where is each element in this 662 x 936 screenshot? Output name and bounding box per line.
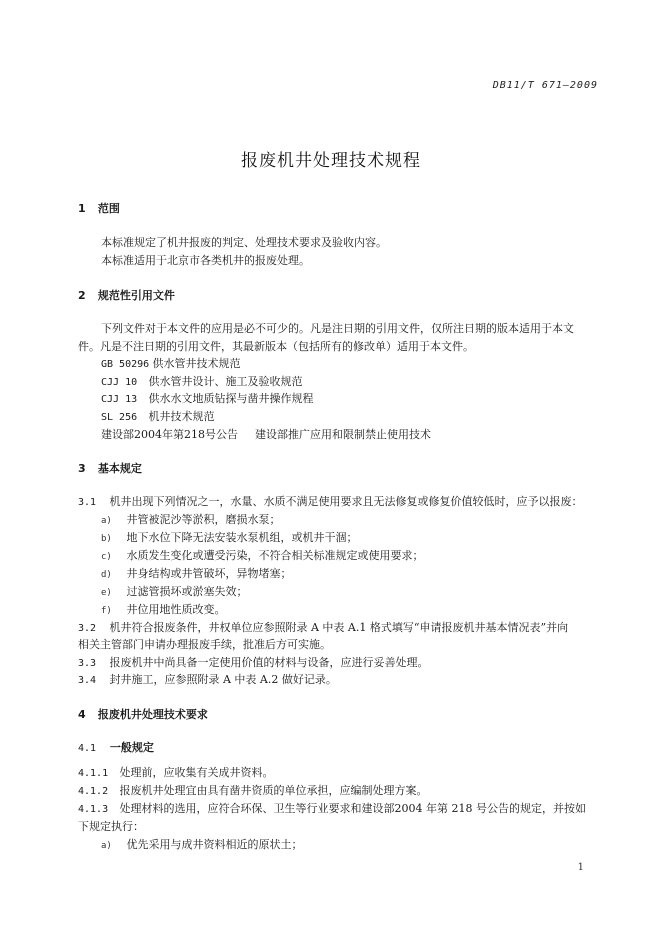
paragraph: 本标准规定了机井报废的判定、处理技术要求及验收内容。 [101, 236, 387, 249]
reference-code: 建设部2004年第218号公告 [101, 428, 238, 441]
reference-item [101, 357, 602, 372]
clause-4-1-1 [78, 766, 602, 781]
list-text: 井身结构或井管破坏，异物堵塞； [126, 567, 292, 580]
list-item [101, 513, 602, 528]
list-label: f) [101, 606, 112, 616]
list-label: a) [101, 516, 112, 526]
reference-name: 供水管井设计、施工及验收规范 [148, 375, 303, 388]
section-number: 4 [78, 708, 86, 721]
list-label: d) [101, 570, 112, 580]
reference-item [101, 375, 602, 390]
clause-text: 机井出现下列情况之一，水量、水质不满足使用要求且无法修复或修复价值较低时，应予以报废： [109, 495, 583, 508]
section-1-heading [78, 202, 602, 216]
list-text: 过滤管损坏或淤塞失效； [126, 585, 248, 598]
clause-4-1-3-continued: 下规定执行： [78, 820, 144, 833]
clause-3-3 [78, 656, 602, 671]
section-2-heading [78, 289, 602, 303]
list-item [101, 549, 602, 564]
clause-text: 处理前，应收集有关成井资料。 [119, 766, 274, 779]
list-label: a) [101, 841, 112, 851]
clause-text: 报废机井处理宜由具有凿井资质的单位承担，应编制处理方案。 [119, 784, 428, 797]
list-item [101, 585, 602, 600]
clause-number: 4.1.2 [78, 786, 109, 797]
reference-code: CJJ 13 [101, 394, 138, 405]
list-item [101, 838, 602, 853]
list-item [101, 531, 602, 546]
reference-item [101, 392, 602, 407]
section-title: 规范性引用文件 [97, 289, 175, 302]
clause-text: 机井符合报废条件，井权单位应参照附录 A 中表 A.1 格式填写“申请报废机井基本情况表”并向 [109, 621, 569, 634]
subsection-number: 4.1 [78, 743, 97, 754]
clause-text: 报废机井中尚具备一定使用价值的材料与设备，应进行妥善处理。 [109, 656, 429, 669]
list-label: c) [101, 552, 112, 562]
reference-code: GB 50296 [101, 359, 150, 370]
list-text: 水质发生变化或遭受污染，不符合相关标准规定或使用要求； [126, 549, 424, 562]
subsection-title: 一般规定 [109, 741, 154, 754]
list-label: e) [101, 588, 112, 598]
clause-number: 3.3 [78, 658, 97, 669]
reference-name: 建设部推广应用和限制禁止使用技术 [255, 428, 431, 441]
section-number: 2 [78, 289, 86, 302]
clause-3-2-continued: 相关主管部门申请办理报废手续，批准后方可实施。 [78, 638, 331, 651]
list-text: 井管被泥沙等淤积，磨损水泵； [126, 513, 281, 526]
clause-3-4 [78, 673, 602, 688]
reference-code: CJJ 10 [101, 377, 138, 388]
list-text: 井位用地性质改变。 [126, 603, 226, 616]
list-text: 优先采用与成井资料相近的原状土； [126, 838, 303, 851]
document-code: DB11/T 671—2009 [492, 80, 598, 91]
section-title: 报废机井处理技术要求 [97, 708, 208, 721]
list-text: 地下水位下降无法安装水泵机组，或机井干涸； [126, 531, 358, 544]
list-item [101, 567, 602, 582]
section-number: 1 [78, 202, 86, 215]
subsection-4-1-heading [78, 741, 602, 756]
document-title: 报废机井处理技术规程 [241, 151, 421, 171]
reference-name: 供水管井技术规范 [152, 357, 241, 370]
paragraph: 下列文件对于本文件的应用是必不可少的。凡是注日期的引用文件，仅所注日期的版本适用于本文 [101, 322, 574, 335]
clause-number: 3.4 [78, 675, 97, 686]
clause-3-1 [78, 495, 602, 510]
reference-code: SL 256 [101, 412, 138, 423]
reference-name: 机井技术规范 [148, 410, 215, 423]
section-title: 基本规定 [97, 462, 142, 475]
paragraph: 件。凡是不注日期的引用文件，其最新版本（包括所有的修改单）适用于本文件。 [78, 340, 474, 353]
paragraph: 本标准适用于北京市各类机井的报废处理。 [101, 254, 310, 267]
clause-number: 3.2 [78, 623, 97, 634]
page-number: 1 [577, 862, 584, 873]
section-3-heading [78, 462, 602, 476]
section-title: 范围 [97, 202, 120, 215]
list-item [101, 603, 602, 618]
reference-item [101, 428, 602, 442]
section-4-heading [78, 708, 602, 722]
reference-name: 供水水文地质钻探与凿井操作规程 [148, 392, 314, 405]
clause-text: 封井施工，应参照附录 A 中表 A.2 做好记录。 [109, 673, 337, 686]
clause-3-2 [78, 621, 602, 636]
clause-number: 3.1 [78, 497, 97, 508]
section-number: 3 [78, 462, 86, 475]
clause-4-1-3 [78, 802, 602, 817]
reference-item [101, 410, 602, 425]
list-label: b) [101, 534, 112, 544]
clause-number: 4.1.3 [78, 804, 109, 815]
clause-4-1-2 [78, 784, 602, 799]
clause-text: 处理材料的选用，应符合环保、卫生等行业要求和建设部2004 年第 218 号公告的规定，并按如 [119, 802, 586, 815]
clause-number: 4.1.1 [78, 768, 109, 779]
